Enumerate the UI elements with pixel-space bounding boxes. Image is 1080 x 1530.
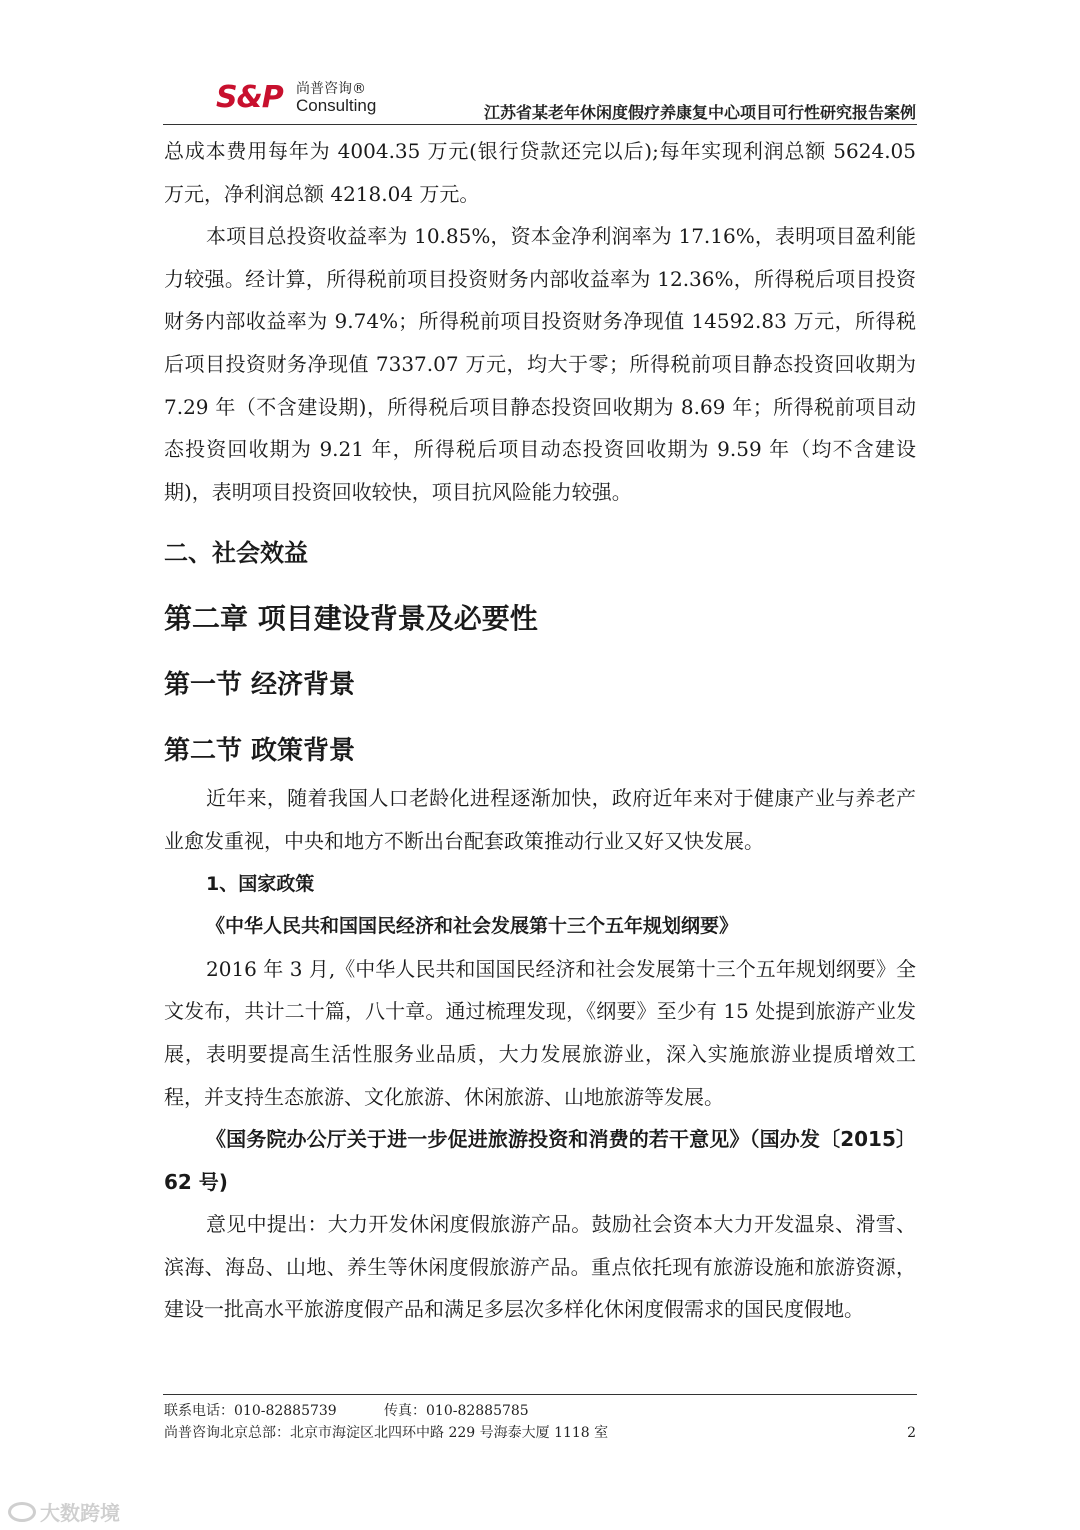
header-divider — [163, 124, 917, 125]
footer-fax: 传真：010-82885785 — [384, 1403, 529, 1419]
section-economic-background: 第一节 经济背景 — [164, 670, 356, 701]
page-content — [164, 130, 916, 1331]
footer-phone: 联系电话：010-82885739 — [164, 1403, 337, 1419]
section-social-benefit: 二、社会效益 — [164, 539, 308, 568]
logo-mark: S&P — [216, 80, 283, 115]
paragraph-five-year-plan: 2016 年 3 月,《中华人民共和国国民经济和社会发展第十三个五年规划纲要》全文发布，共计二十篇，八十章。通过梳理发现，《纲要》至少有 15 处提到旅游产业发展，表明要提高生活性服务业品质，大力发展旅游业，深入实施旅游业提质增效工程，并支持生态旅游、文化旅游、休闲旅游、山地旅游等发展。 — [164, 956, 916, 1109]
paragraph-financial-indicators: 本项目总投资收益率为 10.85%，资本金净利润率为 17.16%，表明项目盈利能力较强。经计算，所得税前项目投资财务内部收益率为 12.36%，所得税后项目投资财务内部收益率为 9.74%；所得税前项目投资财务净现值 14592.83 万元，所得税后项目投资财务净现值 7337.07 万元，均大于零；所得税前项目静态投资回收期为 7.29 年（不含建设期)，所得税后项目静态投资回收期为 8.69 年；所得税前项目动态投资回收期为 9.21 年，所得税后项目动态投资回收期为 9.59 年（均不含建设期)，表明项目投资回收较快，项目抗风险能力较强。 — [164, 224, 916, 504]
page-number: 2 — [907, 1425, 916, 1441]
policy-title-state-council-opinion: 《国务院办公厅关于进一步促进旅游投资和消费的若干意见》（国办发〔2015〕62 号) — [164, 1127, 916, 1194]
policy-title-13th-five-year-plan: 《中华人民共和国国民经济和社会发展第十三个五年规划纲要》 — [206, 915, 739, 938]
watermark-logo-icon — [8, 1502, 36, 1522]
logo-chinese-name: 尚普咨询® — [296, 81, 366, 97]
logo-english-name: Consulting — [296, 96, 377, 115]
paragraph-policy-intro: 近年来，随着我国人口老龄化进程逐渐加快，政府近年来对于健康产业与养老产业愈发重视，中央和地方不断出台配套政策推动行业又好又快发展。 — [164, 786, 916, 853]
section-policy-background: 第二节 政策背景 — [164, 736, 356, 767]
paragraph-leisure-tourism: 意见中提出：大力开发休闲度假旅游产品。鼓励社会资本大力开发温泉、滑雪、滨海、海岛、山地、养生等休闲度假旅游产品。重点依托现有旅游设施和旅游资源，建设一批高水平旅游度假产品和满足多层次多样化休闲度假需求的国民度假地。 — [164, 1212, 916, 1322]
page-footer — [164, 1400, 916, 1444]
paragraph-cost-profit: 总成本费用每年为 4004.35 万元(银行贷款还完以后);每年实现利润总额 5624.05 万元，净利润总额 4218.04 万元。 — [164, 139, 916, 206]
footer-divider — [163, 1394, 917, 1395]
footer-address: 尚普咨询北京总部：北京市海淀区北四环中路 229 号海泰大厦 1118 室 — [164, 1425, 609, 1441]
watermark-text: 大数跨境 — [40, 1501, 120, 1525]
document-header-title: 江苏省某老年休闲度假疗养康复中心项目可行性研究报告案例 — [483, 103, 916, 122]
company-logo — [216, 78, 386, 118]
chapter-title: 第二章 项目建设背景及必要性 — [164, 602, 538, 636]
subheading-national-policy: 1、国家政策 — [206, 872, 315, 895]
watermark — [8, 1497, 120, 1526]
